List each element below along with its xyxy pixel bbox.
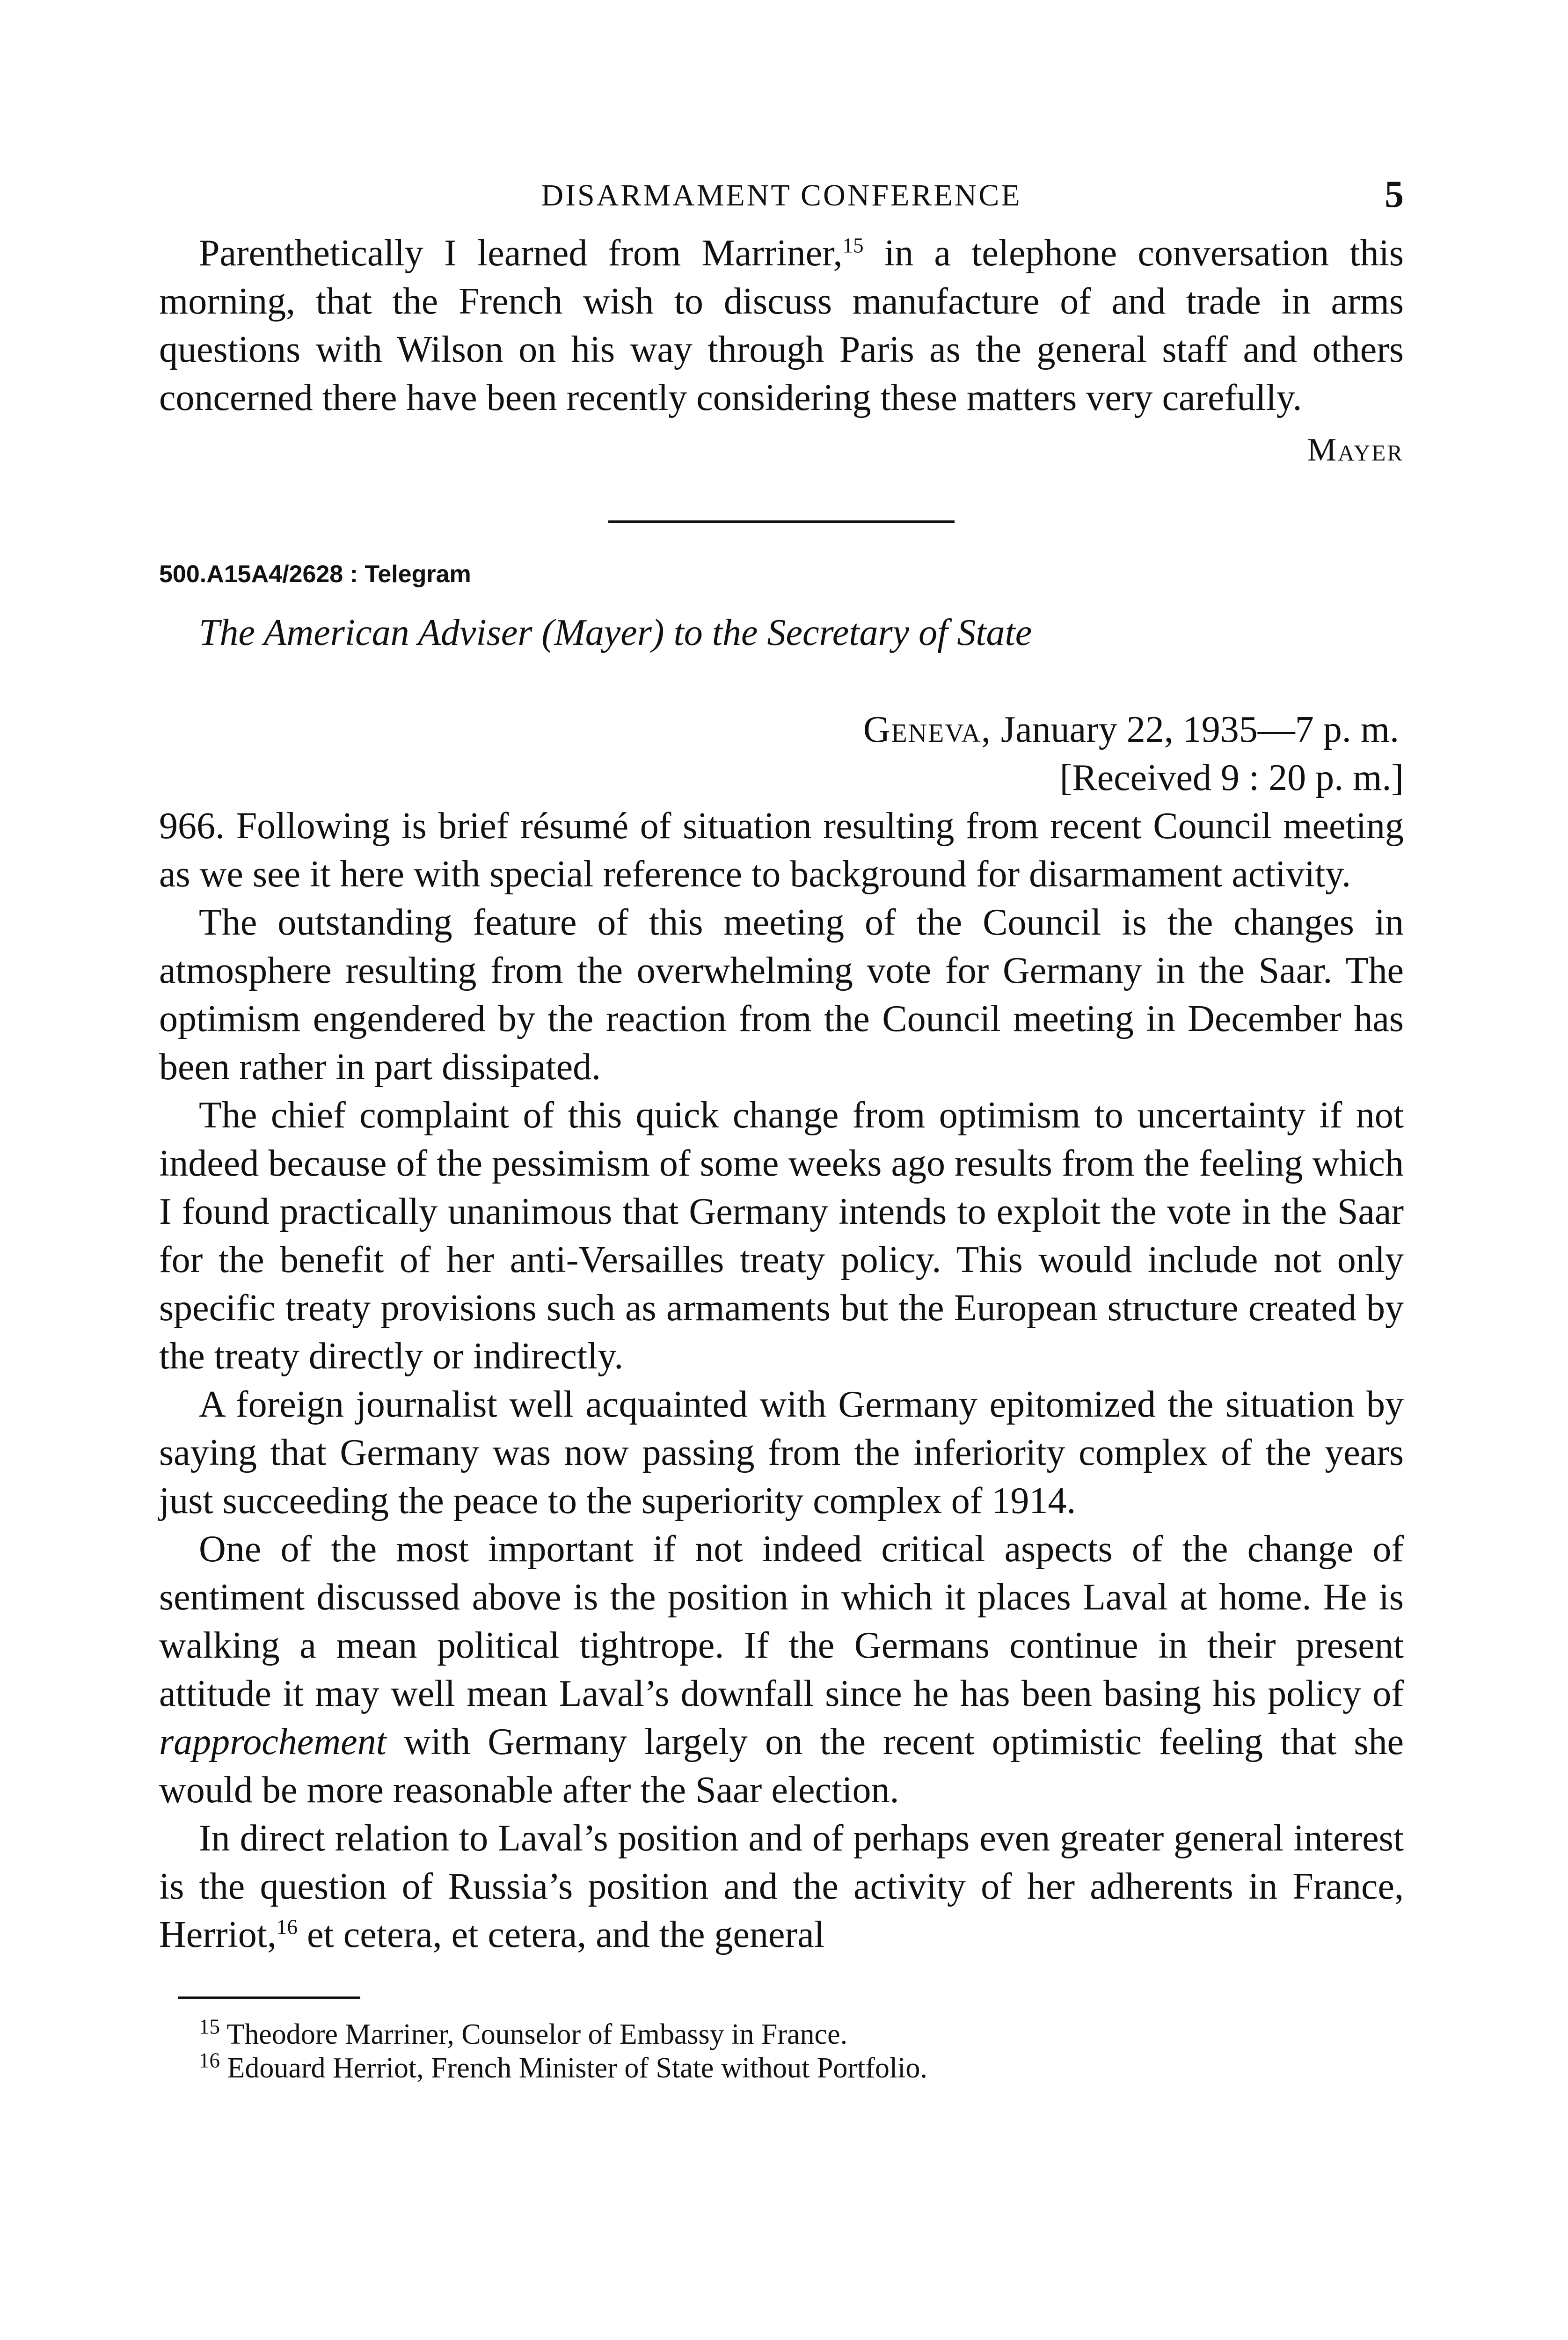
dateline (159, 706, 1399, 754)
footnote-text: Edouard Herriot, French Minister of State without Portfolio. (220, 2052, 927, 2084)
text-run: Parenthetically I learned from Marriner, (199, 233, 843, 274)
page-header (159, 173, 1404, 229)
paragraph (159, 1814, 1404, 1959)
paragraph: The outstanding feature of this meeting of the Council is the changes in atmosphere resulting from the overwhelming vote for Germany in the Saar. The optimism engendered by the reaction from the Council meeting in December has been rather in part dissipated. (159, 902, 1404, 1088)
text-run: with Germany largely on the recent optimistic feeling that she would be more reasonable after the Saar election. (159, 1721, 1404, 1811)
signature: Mayer (1307, 432, 1404, 468)
footnote-mark: 16 (199, 2048, 220, 2072)
footnote (199, 2048, 1404, 2085)
section-divider (608, 520, 955, 523)
text-run: One of the most important if not indeed critical aspects of the change of sentiment discussed above is the position in which it places Laval at home. He is walking a mean political tightrope. If the Germans continue in their present attitude it may well mean Laval’s downfall since he has been basing his policy of (159, 1528, 1404, 1714)
paragraph (159, 1525, 1404, 1814)
running-title: DISARMAMENT CONFERENCE (541, 178, 1022, 212)
footnote-divider (178, 1996, 360, 1999)
paragraph: A foreign journalist well acquainted with Germany epitomized the situation by saying that Germany was now passing from the inferiority complex of the years just succeeding the peace to the superiority complex of 1914. (159, 1384, 1404, 1521)
footnote-mark: 15 (199, 2015, 220, 2039)
text-run: in a telephone conversation this morning, that the French wish to discuss manufacture of and trade in arms questions with Wilson on his way through Paris as the general staff and others concerned there have been recently considering these matters very carefully. (159, 233, 1404, 418)
paragraph: The chief complaint of this quick change from optimism to uncertainty if not indeed because of the pessimism of some weeks ago results from the feeling which I found practically unanimous that Germany intends to exploit the vote in the Saar for the benefit of her anti-Versailles treaty policy. This would include not only specific treaty provisions such as armaments but the European structure created by the treaty directly or indirectly. (159, 1095, 1404, 1377)
paragraph: 966. Following is brief résumé of situation resulting from recent Council meeting as we see it here with special reference to background for disarmament activity. (159, 805, 1404, 895)
document-page (159, 173, 1404, 2085)
file-reference: 500.A15A4/2628 : Telegram (159, 561, 471, 588)
footnote (199, 2015, 1404, 2051)
document-heading: The American Adviser (Mayer) to the Secretary of State (199, 612, 1032, 653)
footnote-ref: 16 (277, 1915, 298, 1939)
text-run: In direct relation to Laval’s position and of perhaps even greater general interest is the question of Russia’s position and the activity of her adherents in France, Herriot, (159, 1818, 1404, 1955)
paragraph (159, 229, 1404, 422)
italic-term: rapprochement (159, 1721, 387, 1762)
text-run: et cetera, et cetera, and the general (298, 1914, 824, 1955)
footnote-ref: 15 (842, 234, 864, 257)
received-time: [Received 9 : 20 p. m.] (1059, 757, 1404, 798)
footnote-text: Theodore Marriner, Counselor of Embassy in France. (220, 2018, 848, 2050)
dateline-place: Geneva, (863, 709, 992, 750)
page-number: 5 (1385, 173, 1404, 215)
dateline-date: January 22, 1935—7 p. m. (991, 709, 1399, 750)
